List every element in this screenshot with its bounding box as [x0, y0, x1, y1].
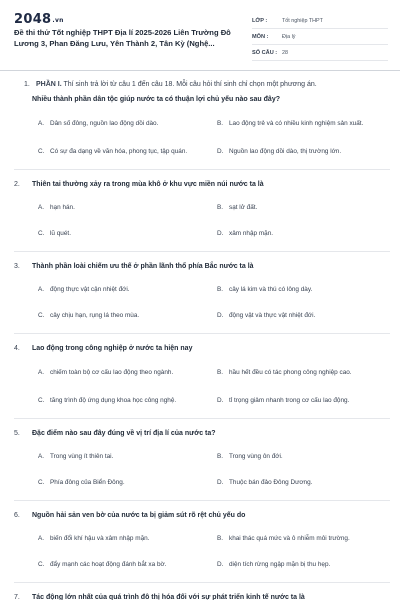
option-letter: D. — [217, 396, 224, 404]
option-text: Nguồn lao động dồi dào, thị trường lớn. — [229, 147, 342, 155]
option-c[interactable] — [38, 472, 211, 492]
option-letter: A. — [38, 368, 45, 376]
document-title: Đề thi thử Tốt nghiệp THPT Địa lí 2025-2026 Liên Trường Đô Lương 3, Phan Đăng Lưu, Yên Thành 2, Tân Kỳ (Nghệ... — [14, 28, 231, 48]
question-divider — [14, 582, 390, 583]
question-divider — [14, 333, 390, 334]
option-text: đẩy mạnh các hoạt động đánh bắt xa bờ. — [50, 560, 167, 568]
option-a[interactable] — [38, 362, 211, 382]
option-letter: C. — [38, 560, 45, 568]
meta-label: SỐ CÂU : — [252, 49, 278, 56]
options — [38, 528, 390, 574]
question-stem — [14, 180, 390, 190]
option-c[interactable] — [38, 554, 211, 574]
option-text: cây chịu hạn, rụng lá theo mùa. — [50, 311, 140, 319]
option-letter: C. — [38, 396, 45, 404]
part-instruction: Thí sinh trả lời từ câu 1 đến câu 18. Mỗi câu hỏi thí sinh chỉ chọn một phương án. — [61, 81, 317, 88]
question-2 — [14, 180, 390, 243]
option-a[interactable] — [38, 446, 211, 466]
option-text: Thuộc bán đảo Đông Dương. — [229, 478, 313, 486]
option-a[interactable] — [38, 528, 211, 548]
option-letter: B. — [217, 285, 224, 293]
exam-meta — [252, 13, 388, 61]
option-text: động vật và thực vật nhiệt đới. — [229, 311, 316, 319]
option-letter: A. — [38, 285, 45, 293]
option-text: hầu hết đều có tác phong công nghiệp cao. — [229, 368, 352, 376]
logo-text: 2048 — [14, 12, 52, 27]
question-stem — [14, 429, 390, 439]
option-text: cây lá kim và thú có lông dày. — [229, 285, 313, 293]
option-letter: B. — [217, 203, 224, 211]
option-letter: C. — [38, 147, 45, 155]
question-text: Tác động lớn nhất của quá trình đô thị hóa đối với sự phát triển kinh tế nước ta là — [32, 594, 305, 600]
option-text: xâm nhập mặn. — [229, 229, 274, 237]
option-b[interactable] — [217, 446, 390, 466]
meta-value: Tốt nghiệp THPT — [282, 17, 323, 24]
option-a[interactable] — [38, 197, 211, 217]
option-d[interactable] — [217, 141, 390, 161]
question-number: 4. — [14, 345, 20, 352]
meta-row-class — [252, 13, 388, 29]
option-d[interactable] — [217, 390, 390, 410]
option-d[interactable] — [217, 472, 390, 492]
option-text: diện tích rừng ngập mặn bị thu hẹp. — [229, 560, 331, 568]
option-letter: A. — [38, 203, 45, 211]
question-stem — [14, 95, 390, 105]
option-letter: D. — [217, 478, 224, 486]
option-letter: A. — [38, 452, 45, 460]
part-label: PHẦN I. — [36, 81, 62, 88]
question-number — [14, 95, 32, 105]
question-5 — [14, 429, 390, 492]
question-stem — [14, 593, 390, 600]
meta-label: LỚP : — [252, 17, 268, 24]
option-text: tăng trình độ ứng dụng khoa học công nghệ. — [50, 396, 177, 404]
option-text: hạn hán. — [50, 203, 75, 211]
document-header — [0, 0, 400, 68]
option-a[interactable] — [38, 113, 211, 133]
option-b[interactable] — [217, 528, 390, 548]
question-list — [14, 80, 390, 600]
option-c[interactable] — [38, 141, 211, 161]
option-letter: D. — [217, 147, 224, 155]
option-b[interactable] — [217, 197, 390, 217]
option-text: động thực vật cận nhiệt đới. — [50, 285, 130, 293]
option-text: sạt lở đất. — [229, 203, 258, 211]
option-letter: A. — [38, 534, 45, 542]
logo-suffix: .vn — [52, 17, 64, 24]
options — [38, 113, 390, 161]
question-stem — [14, 344, 390, 354]
option-text: Dân số đông, nguồn lao động dồi dào. — [50, 119, 159, 127]
option-d[interactable] — [217, 223, 390, 243]
options — [38, 197, 390, 243]
question-text: Nguồn hải sản ven bờ của nước ta bị giảm sút rõ rệt chủ yếu do — [32, 512, 246, 519]
option-b[interactable] — [217, 279, 390, 299]
option-text: tỉ trọng giảm nhanh trong cơ cấu lao động. — [229, 396, 350, 404]
option-letter: C. — [38, 311, 45, 319]
question-7 — [14, 593, 390, 600]
option-letter: A. — [38, 119, 45, 127]
question-text: Thành phần loài chiếm ưu thế ở phần lãnh thổ phía Bắc nước ta là — [32, 263, 254, 270]
meta-value: 28 — [282, 49, 288, 56]
part-number: 1. — [24, 81, 30, 88]
option-d[interactable] — [217, 305, 390, 325]
option-text: Trong vùng ít thiên tai. — [50, 452, 114, 460]
option-text: Phía đông của Biển Đông. — [50, 478, 125, 486]
question-1 — [14, 95, 390, 161]
option-letter: B. — [217, 368, 224, 376]
header-divider — [0, 70, 400, 71]
option-text: Có sự đa dạng về văn hóa, phong tục, tập quán. — [50, 147, 188, 155]
question-number: 2. — [14, 181, 20, 188]
question-divider — [14, 500, 390, 501]
question-text: Thiên tai thường xảy ra trong mùa khô ở khu vực miền núi nước ta là — [32, 181, 264, 188]
question-number: 5. — [14, 430, 20, 437]
options — [38, 279, 390, 325]
option-b[interactable] — [217, 362, 390, 382]
question-6 — [14, 511, 390, 574]
part-heading — [24, 80, 390, 94]
option-letter: D. — [217, 229, 224, 237]
option-c[interactable] — [38, 390, 211, 410]
question-4 — [14, 344, 390, 410]
question-stem — [14, 262, 390, 272]
question-number: 7. — [14, 594, 20, 600]
question-text: Lao động trong công nghiệp ở nước ta hiện nay — [32, 345, 193, 352]
options — [38, 362, 390, 410]
option-text: Trong vùng ôn đới. — [229, 452, 283, 460]
meta-row-subject — [252, 29, 388, 45]
meta-label: MÔN : — [252, 33, 269, 40]
option-text: khai thác quá mức và ô nhiễm môi trường. — [229, 534, 350, 542]
option-letter: C. — [38, 478, 45, 486]
options — [38, 446, 390, 492]
question-3 — [14, 262, 390, 325]
option-text: lũ quét. — [50, 229, 71, 237]
option-letter: B. — [217, 452, 224, 460]
option-a[interactable] — [38, 279, 211, 299]
option-letter: B. — [217, 119, 224, 127]
option-letter: D. — [217, 311, 224, 319]
question-divider — [14, 169, 390, 170]
option-letter: D. — [217, 560, 224, 568]
meta-row-question-count — [252, 45, 388, 61]
question-text: Nhiều thành phần dân tộc giúp nước ta có thuận lợi chủ yếu nào sau đây? — [32, 96, 280, 103]
question-number: 6. — [14, 512, 20, 519]
option-text: chiếm toàn bộ cơ cấu lao động theo ngành. — [50, 368, 174, 376]
option-c[interactable] — [38, 223, 211, 243]
site-logo[interactable] — [14, 12, 64, 27]
question-text: Đặc điểm nào sau đây đúng về vị trí địa lí của nước ta? — [32, 430, 216, 437]
option-letter: C. — [38, 229, 45, 237]
question-stem — [14, 511, 390, 521]
option-b[interactable] — [217, 113, 390, 133]
option-letter: B. — [217, 534, 224, 542]
meta-value: Địa lý — [282, 33, 296, 40]
option-c[interactable] — [38, 305, 211, 325]
question-divider — [14, 251, 390, 252]
option-text: biến đổi khí hậu và xâm nhập mặn. — [50, 534, 150, 542]
option-text: Lao động trẻ và có nhiều kinh nghiệm sản xuất. — [229, 119, 364, 127]
question-divider — [14, 418, 390, 419]
question-number: 3. — [14, 263, 20, 270]
option-d[interactable] — [217, 554, 390, 574]
